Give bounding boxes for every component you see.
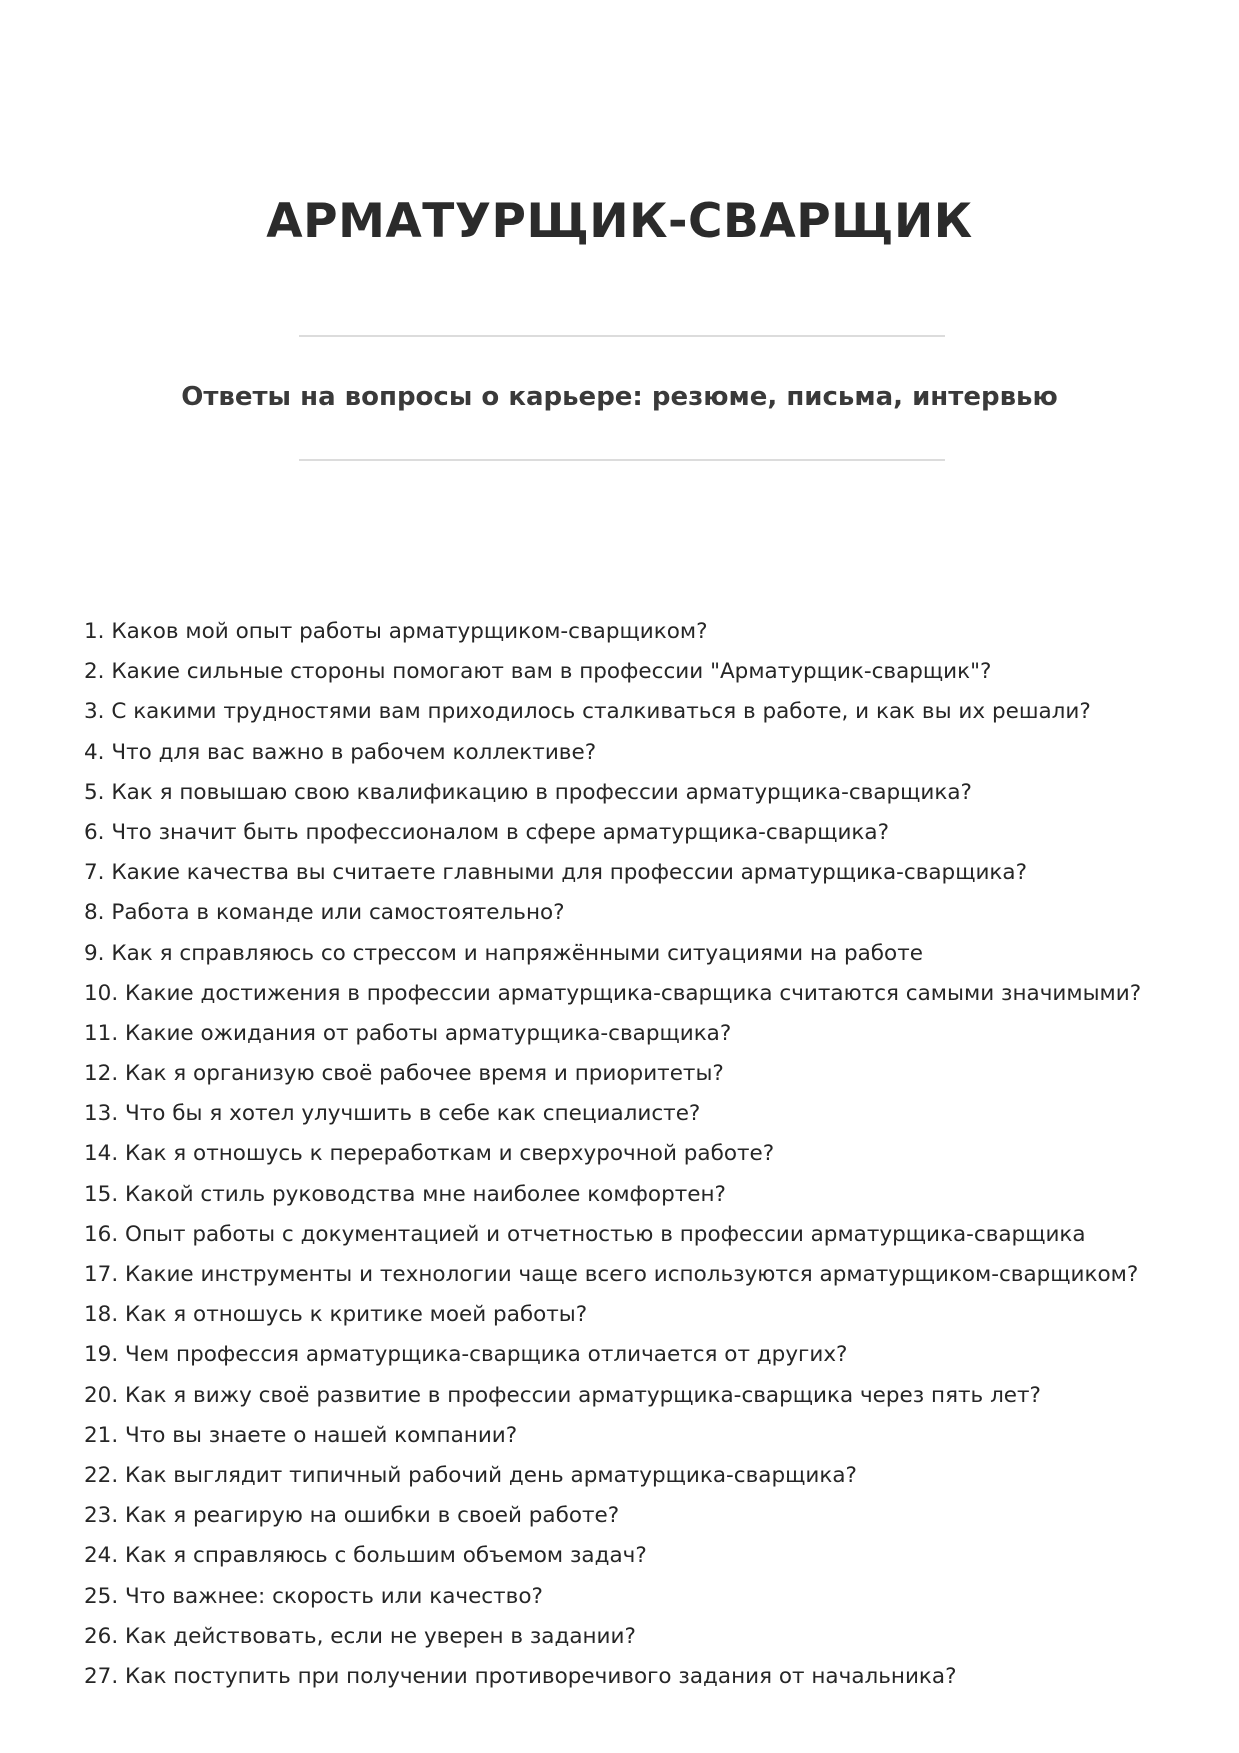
top-divider [299, 335, 945, 337]
question-item: 26. Как действовать, если не уверен в задании? [84, 1623, 636, 1649]
question-item: 21. Что вы знаете о нашей компании? [84, 1422, 518, 1448]
page-subtitle: Ответы на вопросы о карьере: резюме, письма, интервью [181, 382, 1058, 412]
question-item: 10. Какие достижения в профессии арматурщика-сварщика считаются самыми значимыми? [84, 980, 1142, 1006]
question-item: 19. Чем профессия арматурщика-сварщика отличается от других? [84, 1342, 848, 1368]
question-item: 3. С какими трудностями вам приходилось сталкиваться в работе, и как вы их решали? [84, 699, 1091, 725]
question-item: 25. Что важнее: скорость или качество? [84, 1583, 543, 1609]
question-item: 2. Какие сильные стороны помогают вам в профессии "Арматурщик-сварщик"? [84, 659, 992, 685]
question-item: 20. Как я вижу своё развитие в профессии арматурщика-сварщика через пять лет? [84, 1382, 1041, 1408]
question-item: 14. Как я отношусь к переработкам и сверхурочной работе? [84, 1141, 775, 1167]
question-item: 13. Что бы я хотел улучшить в себе как специалисте? [84, 1101, 701, 1127]
bottom-divider [299, 459, 945, 461]
question-item: 7. Какие качества вы считаете главными для профессии арматурщика-сварщика? [84, 860, 1027, 886]
question-item: 17. Какие инструменты и технологии чаще всего используются арматурщиком-сварщиком? [84, 1262, 1139, 1287]
question-item: 11. Какие ожидания от работы арматурщика-сварщика? [84, 1020, 732, 1046]
question-item: 4. Что для вас важно в рабочем коллективе? [84, 739, 597, 765]
question-item: 8. Работа в команде или самостоятельно? [84, 900, 565, 926]
question-item: 5. Как я повышаю свою квалификацию в профессии арматурщика-сварщика? [84, 779, 972, 805]
question-item: 18. Как я отношусь к критике моей работы? [84, 1302, 588, 1328]
question-item: 12. Как я организую своё рабочее время и приоритеты? [84, 1061, 724, 1087]
question-item: 1. Каков мой опыт работы арматурщиком-сварщиком? [84, 619, 708, 644]
page-title: АРМАТУРЩИК-СВАРЩИК [266, 194, 973, 249]
question-item: 27. Как поступить при получении противоречивого задания от начальника? [84, 1663, 957, 1689]
question-list [84, 612, 1194, 1697]
question-item: 24. Как я справляюсь с большим объемом задач? [84, 1543, 647, 1569]
question-item: 6. Что значит быть профессионалом в сфере арматурщика-сварщика? [84, 819, 889, 845]
question-item: 9. Как я справляюсь со стрессом и напряжёнными ситуациями на работе [84, 940, 923, 966]
question-item: 16. Опыт работы с документацией и отчетностью в профессии арматурщика-сварщика [84, 1221, 1086, 1247]
question-item: 22. Как выглядит типичный рабочий день арматурщика-сварщика? [84, 1462, 857, 1488]
question-item: 23. Как я реагирую на ошибки в своей работе? [84, 1503, 620, 1529]
question-item: 15. Какой стиль руководства мне наиболее комфортен? [84, 1181, 726, 1207]
